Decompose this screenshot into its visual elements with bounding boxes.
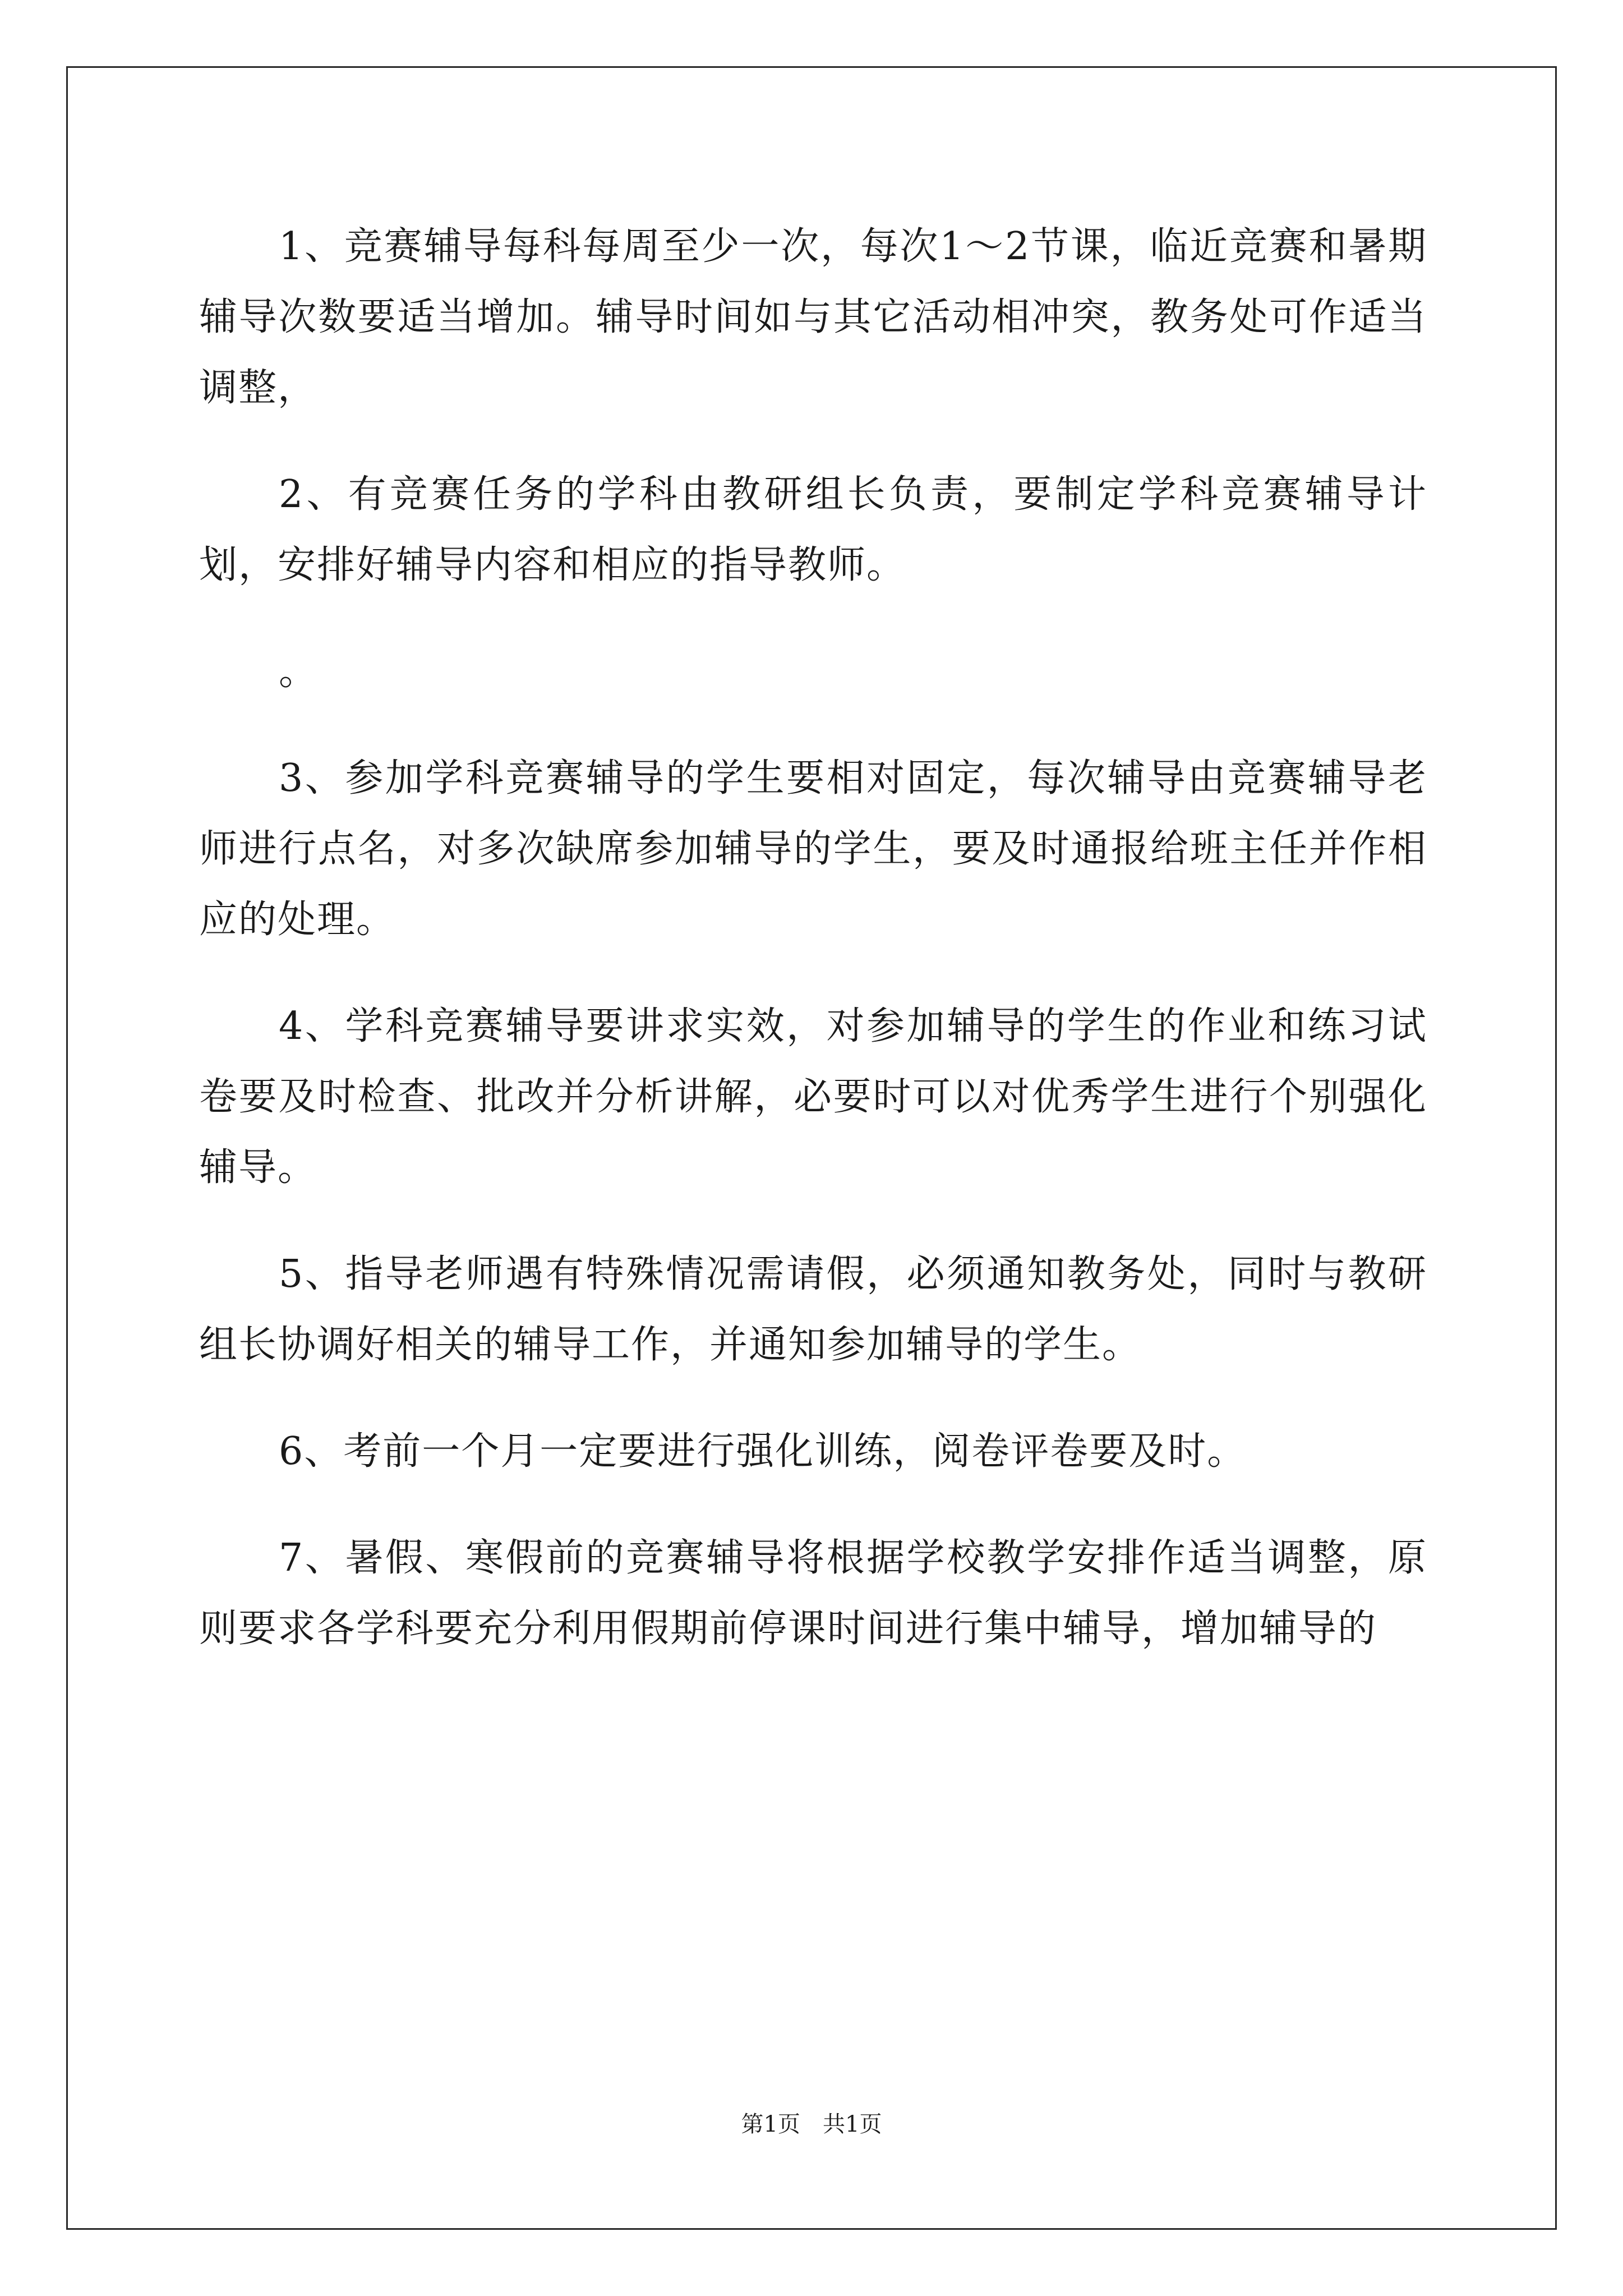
paragraph-3: 。 (279, 650, 319, 694)
paragraph-7: 6、考前一个月一定要进行强化训练，阅卷评卷要及时。 (279, 1429, 1247, 1474)
paragraph-8: 7、暑假、寒假前的竞赛辅导将根据学校教学安排作适当调整，原则要求各学科要充分利用假期前停课时间进行集中辅导，增加辅导的 (199, 1536, 1427, 1651)
paragraph-6: 5、指导老师遇有特殊情况需请假，必须通知教务处，同时与教研组长协调好相关的辅导工作，并通知参加辅导的学生。 (199, 1252, 1427, 1367)
paragraph-1: 1、竞赛辅导每科每周至少一次，每次1～2节课，临近竞赛和暑期辅导次数要适当增加。辅导时间如与其它活动相冲突，教务处可作适当调整， (199, 224, 1427, 410)
document-body (199, 211, 1427, 1700)
page-footer: 第1页 共1页 (741, 2111, 882, 2137)
paragraph-5: 4、学科竞赛辅导要讲求实效，对参加辅导的学生的作业和练习试卷要及时检查、批改并分析讲解，必要时可以对优秀学生进行个别强化辅导。 (199, 1004, 1427, 1190)
paragraph-2: 2、有竞赛任务的学科由教研组长负责，要制定学科竞赛辅导计划，安排好辅导内容和相应的指导教师。 (199, 472, 1427, 587)
paragraph-4: 3、参加学科竞赛辅导的学生要相对固定，每次辅导由竞赛辅导老师进行点名，对多次缺席参加辅导的学生，要及时通报给班主任并作相应的处理。 (199, 756, 1427, 942)
